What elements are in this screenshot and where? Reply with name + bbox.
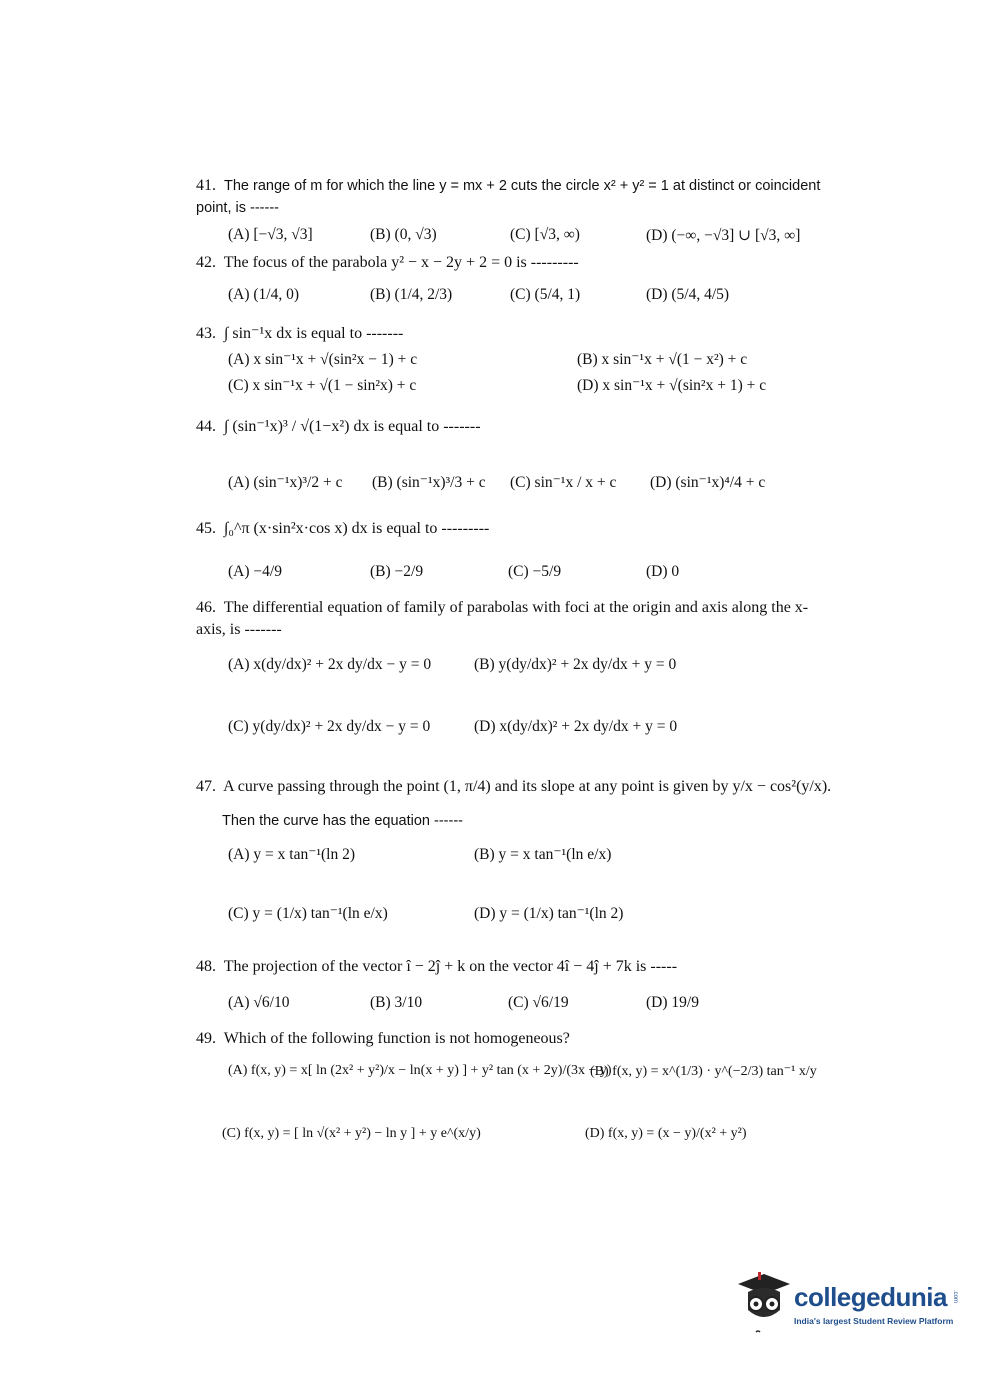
q43-option-c: (C) x sin⁻¹x + √(1 − sin²x) + c <box>228 377 417 394</box>
question-42 <box>196 252 836 274</box>
graduate-mascot-icon <box>734 1270 792 1336</box>
q42-option-d: (D) (5/4, 4/5) <box>646 286 730 303</box>
collegedunia-logo <box>734 1270 960 1340</box>
q43-option-d: (D) x sin⁻¹x + √(sin²x + 1) + c <box>577 377 767 394</box>
q44-option-b: (B) (sin⁻¹x)³/3 + c <box>372 474 486 491</box>
question-number: 41. <box>196 177 216 194</box>
q49-option-d: (D) f(x, y) = (x − y)/(x² + y²) <box>585 1126 747 1141</box>
question-number: 43. <box>196 325 216 342</box>
q46-option-d: (D) x(dy/dx)² + 2x dy/dx + y = 0 <box>474 718 678 735</box>
question-number: 49. <box>196 1030 216 1047</box>
logo-wordmark: collegedunia <box>794 1282 947 1312</box>
logo-tagline: India's largest Student Review Platform <box>794 1316 954 1326</box>
q48-option-b: (B) 3/10 <box>370 994 423 1011</box>
question-text: ∫ (sin⁻¹x)³ / √(1−x²) dx is equal to ------- <box>224 418 481 435</box>
question-number: 42. <box>196 254 216 271</box>
q49-option-b: (B) f(x, y) = x^(1/3) · y^(−2/3) tan⁻¹ x/y <box>590 1064 817 1079</box>
q41-option-b: (B) (0, √3) <box>370 226 437 243</box>
q46-option-a: (A) x(dy/dx)² + 2x dy/dx − y = 0 <box>228 656 432 673</box>
logo-domain: .com <box>952 1290 958 1304</box>
q46-option-c: (C) y(dy/dx)² + 2x dy/dx − y = 0 <box>228 718 431 735</box>
q42-option-c: (C) (5/4, 1) <box>510 286 581 303</box>
question-text: ∫₀^π (x·sin²x·cos x) dx is equal to --------- <box>224 520 490 537</box>
q45-option-d: (D) 0 <box>646 563 680 580</box>
question-48 <box>196 956 836 978</box>
question-number: 46. <box>196 599 216 616</box>
q48-option-c: (C) √6/19 <box>508 994 569 1011</box>
q47-option-a: (A) y = x tan⁻¹(ln 2) <box>228 846 356 863</box>
q44-option-d: (D) (sin⁻¹x)⁴/4 + c <box>650 474 766 491</box>
question-text: The focus of the parabola y² − x − 2y + 2 = 0 is --------- <box>223 254 579 271</box>
question-text: The differential equation of family of parabolas with foci at the origin and axis along the x-axis, is ------- <box>196 599 809 638</box>
q41-option-d: (D) (−∞, −√3] ∪ [√3, ∞] <box>646 227 801 244</box>
question-text: ∫ sin⁻¹x dx is equal to ------- <box>224 325 404 342</box>
question-47-continuation: Then the curve has the equation ------ <box>222 813 463 829</box>
question-45 <box>196 518 836 540</box>
q41-option-a: (A) [−√3, √3] <box>228 226 313 243</box>
question-44 <box>196 416 836 438</box>
question-number: 47. <box>196 778 216 795</box>
question-number: 45. <box>196 520 216 537</box>
question-43 <box>196 323 836 345</box>
question-text: The projection of the vector î − 2ĵ + k on the vector 4î − 4ĵ + 7k is ----- <box>223 958 678 975</box>
question-49 <box>196 1028 836 1050</box>
question-46 <box>196 597 836 640</box>
q41-option-c: (C) [√3, ∞) <box>510 226 580 243</box>
q47-option-b: (B) y = x tan⁻¹(ln e/x) <box>474 846 612 863</box>
question-text: The range of m for which the line y = mx + 2 cuts the circle x² + y² = 1 at distinct or coincident point, is ------ <box>196 178 821 216</box>
question-47 <box>196 776 836 798</box>
q49-option-c: (C) f(x, y) = [ ln √(x² + y²) − ln y ] + y e^(x/y) <box>222 1126 481 1141</box>
q48-option-a: (A) √6/10 <box>228 994 290 1011</box>
q44-option-a: (A) (sin⁻¹x)³/2 + c <box>228 474 343 491</box>
q49-option-a: (A) f(x, y) = x[ ln (2x² + y²)/x − ln(x + y) ] + y² tan (x + 2y)/(3x − y) <box>228 1063 612 1078</box>
question-number: 44. <box>196 418 216 435</box>
question-text: Which of the following function is not homogeneous? <box>223 1030 570 1047</box>
q42-option-b: (B) (1/4, 2/3) <box>370 286 453 303</box>
q45-option-c: (C) −5/9 <box>508 563 562 580</box>
q47-option-d: (D) y = (1/x) tan⁻¹(ln 2) <box>474 905 624 922</box>
q45-option-b: (B) −2/9 <box>370 563 424 580</box>
question-41 <box>196 175 836 218</box>
q45-option-a: (A) −4/9 <box>228 563 282 580</box>
q46-option-b: (B) y(dy/dx)² + 2x dy/dx + y = 0 <box>474 656 677 673</box>
q44-option-c: (C) sin⁻¹x / x + c <box>510 474 617 491</box>
q43-option-b: (B) x sin⁻¹x + √(1 − x²) + c <box>577 351 748 368</box>
q48-option-d: (D) 19/9 <box>646 994 699 1011</box>
q42-option-a: (A) (1/4, 0) <box>228 286 300 303</box>
question-text: A curve passing through the point (1, π/4) and its slope at any point is given by y/x − cos²(y/x). <box>223 778 832 795</box>
q43-option-a: (A) x sin⁻¹x + √(sin²x − 1) + c <box>228 351 418 368</box>
question-number: 48. <box>196 958 216 975</box>
q47-option-c: (C) y = (1/x) tan⁻¹(ln e/x) <box>228 905 388 922</box>
